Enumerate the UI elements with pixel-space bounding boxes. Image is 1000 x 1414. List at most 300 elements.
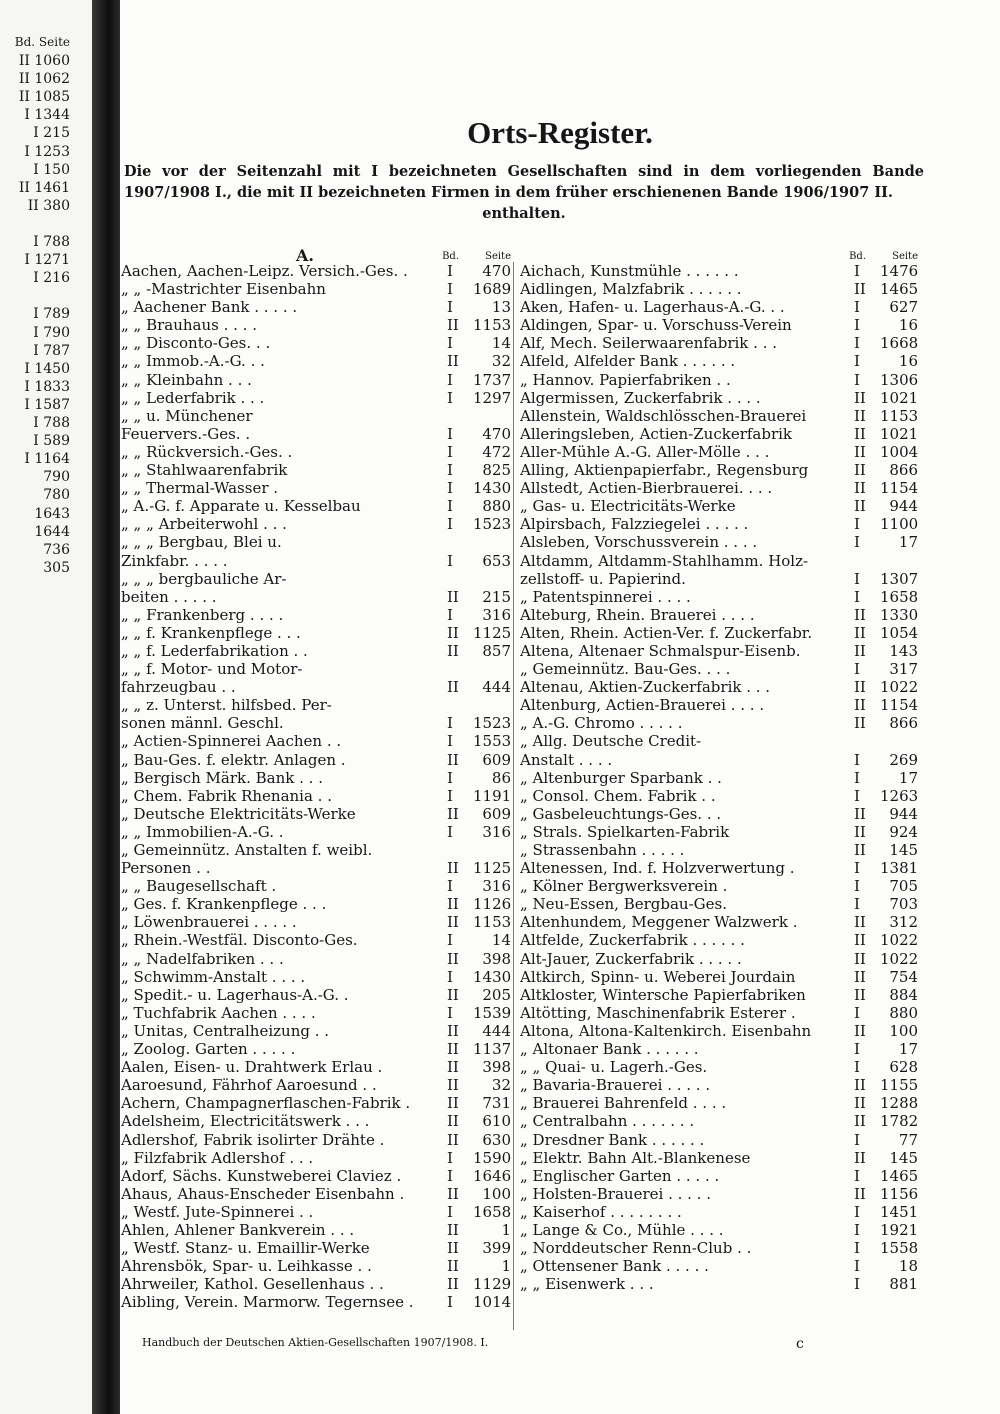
entry-volume: II (854, 967, 866, 986)
entry-page: 316 (482, 822, 511, 841)
entry-page: 100 (482, 1184, 511, 1203)
entry-page: 17 (898, 768, 918, 787)
entry-page: 1021 (880, 424, 919, 443)
entry-page: 1523 (473, 515, 512, 534)
index-entry (520, 389, 918, 407)
entry-name: Altenburg, Actien-Brauerei . . . . (520, 696, 765, 715)
entry-name: „ Schwimm-Anstalt . . . . (121, 967, 306, 986)
entry-volume: II (854, 280, 866, 299)
entry-page: 866 (889, 714, 918, 733)
entry-page: 1191 (473, 786, 512, 805)
entry-name: „ Allg. Deutsche Credit- (520, 732, 702, 751)
entry-page: 1126 (473, 895, 512, 914)
index-entry (520, 606, 918, 624)
index-entry (520, 515, 918, 533)
index-entry (121, 642, 511, 660)
entry-volume: I (854, 660, 860, 679)
entry-name: Altkirch, Spinn- u. Weberei Jourdain (520, 967, 796, 986)
previous-page-line: I 1833 (24, 378, 70, 395)
entry-page: 609 (482, 804, 511, 823)
previous-page-line: II 1461 (18, 179, 70, 196)
entry-name: Ahaus, Ahaus-Enscheder Eisenbahn . (121, 1184, 405, 1203)
previous-page-line (2, 287, 70, 305)
index-entry (520, 769, 918, 787)
entry-page: 13 (491, 298, 511, 317)
index-entry (520, 570, 918, 588)
entry-name: Algermissen, Zuckerfabrik . . . . (520, 388, 761, 407)
index-entry (121, 732, 511, 750)
index-entry (121, 895, 511, 913)
index-entry (121, 986, 511, 1004)
entry-page: 1021 (880, 388, 919, 407)
entry-page: 1646 (473, 1166, 512, 1185)
index-entry (520, 316, 918, 334)
entry-page: 1689 (473, 280, 512, 299)
index-entry (520, 1058, 918, 1076)
entry-name: „ „ f. Motor- und Motor- (121, 660, 303, 679)
index-entry (121, 515, 511, 533)
index-entry (520, 1257, 918, 1275)
index-entry (520, 696, 918, 714)
entry-name: Altötting, Maschinenfabrik Esterer . (520, 1003, 796, 1022)
index-entry (121, 443, 511, 461)
entry-volume: I (447, 714, 453, 733)
entry-page: 1465 (880, 1166, 919, 1185)
index-entry (121, 1293, 511, 1311)
index-entry (520, 1221, 918, 1239)
column-header (121, 246, 511, 265)
entry-name: Aaroesund, Fährhof Aaroesund . . (121, 1076, 377, 1095)
previous-page-line: I 215 (33, 125, 70, 142)
entry-volume: II (447, 316, 459, 335)
index-entry (121, 570, 511, 588)
index-entry (520, 732, 918, 750)
entry-page: 399 (482, 1239, 511, 1258)
entry-volume: II (854, 841, 866, 859)
entry-volume: I (447, 515, 453, 534)
entry-name: „ „ Kleinbahn . . . (121, 370, 252, 389)
index-entry (520, 678, 918, 696)
index-entry (121, 425, 511, 443)
index-entry (121, 1149, 511, 1167)
entry-page: 653 (482, 551, 511, 570)
entry-page: 627 (889, 298, 918, 317)
entry-page: 1476 (880, 262, 919, 280)
index-entry (520, 624, 918, 642)
entry-volume: I (854, 316, 860, 335)
entry-name: „ „ z. Unterst. hilfsbed. Per- (121, 696, 332, 715)
entry-volume: I (854, 262, 860, 280)
index-entry (520, 1275, 918, 1293)
entry-name: „ Spedit.- u. Lagerhaus-A.-G. . (121, 985, 349, 1004)
entry-name: Alf, Mech. Seilerwaarenfabrik . . . (520, 334, 778, 353)
entry-volume: II (447, 1076, 459, 1095)
entry-page: 881 (889, 1275, 918, 1294)
entry-name: zellstoff- u. Papierind. (520, 569, 686, 588)
index-entry (121, 787, 511, 805)
entry-name: Aachen, Aachen-Leipz. Versich.-Ges. . (121, 262, 408, 280)
entry-name: „ Gas- u. Electricitäts-Werke (520, 497, 736, 516)
index-entry (121, 1076, 511, 1094)
entry-name: „ „ Rückversich.-Ges. . (121, 442, 293, 461)
entry-name: Adelsheim, Electricitätswerk . . . (121, 1112, 370, 1131)
entry-name: „ „ Eisenwerk . . . (520, 1275, 654, 1294)
entry-volume: I (447, 370, 453, 389)
index-column-right (520, 246, 918, 1293)
entry-volume: I (447, 877, 453, 896)
entry-page: 630 (482, 1130, 511, 1149)
entry-volume: II (854, 442, 866, 461)
index-entry (520, 931, 918, 949)
entry-name: „ Actien-Spinnerei Aachen . . (121, 732, 342, 751)
index-entry (121, 1004, 511, 1022)
index-entry (520, 280, 918, 298)
entry-volume: II (854, 1112, 866, 1131)
entry-page: 1658 (473, 1202, 512, 1221)
entry-page: 1307 (880, 569, 919, 588)
previous-page-line: 736 (43, 541, 70, 558)
index-entry (520, 552, 918, 570)
index-entry (121, 823, 511, 841)
entry-volume: II (447, 1130, 459, 1149)
entry-page: 1330 (880, 605, 919, 624)
index-entry (520, 371, 918, 389)
index-rows-right (520, 262, 918, 1293)
entry-name: „ Norddeutscher Renn-Club . . (520, 1239, 752, 1258)
entry-volume: II (854, 406, 866, 425)
entry-volume: II (854, 714, 866, 733)
previous-page-line: 790 (43, 469, 70, 486)
entry-volume: II (447, 623, 459, 642)
entry-page: 1590 (473, 1148, 512, 1167)
entry-volume: II (854, 931, 866, 950)
entry-volume: I (447, 1148, 453, 1167)
index-entry (520, 642, 918, 660)
entry-volume: II (854, 913, 866, 932)
index-entry (520, 913, 918, 931)
entry-volume: I (854, 569, 860, 588)
entry-volume: I (854, 1003, 860, 1022)
index-entry (121, 805, 511, 823)
entry-page: 14 (491, 931, 511, 950)
entry-name: Altena, Altenaer Schmalspur-Eisenb. (520, 641, 801, 660)
entry-volume: II (447, 1040, 459, 1059)
previous-page-line: I 788 (33, 415, 70, 431)
index-entry (121, 1094, 511, 1112)
entry-volume: I (447, 605, 453, 624)
entry-page: 1658 (880, 587, 919, 606)
entry-page: 32 (491, 1076, 511, 1095)
previous-page-line: I 150 (33, 161, 70, 178)
entry-page: 1539 (473, 1003, 512, 1022)
index-entry (520, 1131, 918, 1149)
entry-volume: I (854, 1058, 860, 1077)
entry-volume: II (854, 696, 866, 715)
entry-page: 145 (889, 841, 918, 859)
entry-page: 1154 (880, 479, 919, 498)
index-entry (121, 352, 511, 370)
entry-volume: I (447, 786, 453, 805)
entry-name: Aichach, Kunstmühle . . . . . . (520, 262, 739, 280)
entry-page: 16 (898, 316, 918, 335)
index-entry (121, 877, 511, 895)
index-entry (520, 479, 918, 497)
entry-name: Alling, Aktienpapierfabr., Regensburg (520, 461, 809, 480)
index-entry (121, 389, 511, 407)
previous-page-header: Bd. Seite (14, 35, 70, 49)
previous-page-line: I 1450 (24, 360, 70, 377)
entry-name: „ „ u. Münchener (121, 406, 253, 425)
index-entry (121, 678, 511, 696)
index-entry (121, 1221, 511, 1239)
entry-name: Anstalt . . . . (520, 750, 613, 769)
entry-volume: II (447, 1184, 459, 1203)
entry-name: „ „ f. Krankenpflege . . . (121, 623, 301, 642)
entry-name: „ Filzfabrik Adlershof . . . (121, 1148, 314, 1167)
entry-page: 1782 (880, 1112, 919, 1131)
entry-name: „ Consol. Chem. Fabrik . . (520, 786, 716, 805)
entry-name: Altfelde, Zuckerfabrik . . . . . . (520, 931, 745, 950)
index-entry (121, 1058, 511, 1076)
index-entry (520, 823, 918, 841)
index-entry (121, 1239, 511, 1257)
entry-page: 1155 (880, 1076, 919, 1095)
index-entry (520, 334, 918, 352)
entry-name: Alt-Jauer, Zuckerfabrik . . . . . (520, 949, 742, 968)
index-entry (121, 588, 511, 606)
entry-volume: I (447, 1003, 453, 1022)
entry-name: „ „ -Mastrichter Eisenbahn (121, 280, 326, 299)
entry-volume: I (447, 551, 453, 570)
entry-volume: I (854, 1275, 860, 1294)
entry-page: 1553 (473, 732, 512, 751)
entry-page: 1523 (473, 714, 512, 733)
previous-page-line: II 380 (27, 197, 70, 214)
entry-page: 444 (482, 1021, 511, 1040)
index-entry (121, 1185, 511, 1203)
entry-name: „ Westf. Jute-Spinnerei . . (121, 1202, 314, 1221)
entry-page: 398 (482, 1058, 511, 1077)
entry-volume: I (447, 442, 453, 461)
index-entry (520, 986, 918, 1004)
previous-page-margin (0, 0, 92, 1414)
entry-volume: I (854, 298, 860, 317)
entry-volume: I (854, 515, 860, 534)
entry-name: „ Chem. Fabrik Rhenania . . (121, 786, 332, 805)
entry-volume: II (854, 497, 866, 516)
entry-volume: II (854, 424, 866, 443)
entry-volume: II (447, 641, 459, 660)
entry-page: 1004 (880, 442, 919, 461)
entry-volume: I (854, 1130, 860, 1149)
entry-volume: I (447, 388, 453, 407)
entry-page: 1921 (880, 1220, 919, 1239)
entry-volume: II (447, 804, 459, 823)
entry-volume: II (447, 1239, 459, 1258)
entry-page: 1022 (880, 949, 919, 968)
entry-page: 1451 (880, 1202, 919, 1221)
index-entry (520, 1203, 918, 1221)
entry-name: „ „ „ Bergbau, Blei u. (121, 533, 282, 552)
entry-page: 884 (889, 985, 918, 1004)
index-entry (121, 751, 511, 769)
entry-volume: II (854, 605, 866, 624)
entry-name: „ Patentspinnerei . . . . (520, 587, 691, 606)
entry-name: „ Bavaria-Brauerei . . . . . (520, 1076, 711, 1095)
index-entry (121, 1040, 511, 1058)
index-entry (520, 497, 918, 515)
entry-name: Aibling, Verein. Marmorw. Tegernsee . (121, 1293, 414, 1312)
entry-name: „ Neu-Essen, Bergbau-Ges. (520, 895, 727, 914)
index-entry (520, 787, 918, 805)
entry-name: „ „ Immobilien-A.-G. . (121, 822, 284, 841)
entry-volume: I (854, 895, 860, 914)
entry-volume: II (447, 1021, 459, 1040)
entry-page: 1465 (880, 280, 919, 299)
entry-name: „ „ „ Arbeiterwohl . . . (121, 515, 287, 534)
entry-page: 205 (482, 985, 511, 1004)
index-entry (121, 334, 511, 352)
entry-page: 1430 (473, 967, 512, 986)
entry-page: 470 (482, 424, 511, 443)
entry-page: 880 (889, 1003, 918, 1022)
index-entry (121, 407, 511, 425)
entry-volume: II (854, 1094, 866, 1113)
entry-volume: II (447, 913, 459, 932)
entry-page: 398 (482, 949, 511, 968)
index-entry (520, 751, 918, 769)
entry-name: Alpirsbach, Falzziegelei . . . . . (520, 515, 749, 534)
index-entry (520, 1239, 918, 1257)
entry-volume: I (447, 1166, 453, 1185)
entry-volume: I (854, 1166, 860, 1185)
entry-name: „ Rhein.-Westfäl. Disconto-Ges. (121, 931, 358, 950)
index-entry (121, 1167, 511, 1185)
previous-page-line: I 1253 (24, 143, 70, 160)
entry-page: 610 (482, 1112, 511, 1131)
entry-name: „ „ f. Lederfabrikation . . (121, 641, 308, 660)
previous-page-line: 305 (43, 559, 70, 576)
entry-page: 17 (898, 1040, 918, 1059)
page-header: Seite (892, 251, 918, 262)
index-entry (121, 1257, 511, 1275)
entry-page: 1014 (473, 1293, 512, 1312)
entry-page: 18 (898, 1257, 918, 1276)
entry-page: 14 (491, 334, 511, 353)
index-column-left (121, 246, 511, 1311)
entry-name: „ Löwenbrauerei . . . . . (121, 913, 297, 932)
index-entry (121, 859, 511, 877)
entry-page: 1129 (473, 1275, 512, 1294)
intro-tail: enthalten. (482, 205, 566, 222)
entry-volume: I (447, 931, 453, 950)
entry-page: 1156 (880, 1184, 919, 1203)
page-title: Orts-Register. (467, 115, 653, 150)
index-entry (121, 461, 511, 479)
index-entry (121, 931, 511, 949)
index-entry (520, 660, 918, 678)
entry-volume: II (854, 388, 866, 407)
entry-volume: II (854, 1021, 866, 1040)
entry-volume: I (854, 786, 860, 805)
entry-page: 1100 (880, 515, 919, 534)
entry-volume: II (447, 587, 459, 606)
entry-name: Allstedt, Actien-Bierbrauerei. . . . (520, 479, 773, 498)
previous-page-line: I 1344 (24, 107, 70, 124)
index-entry (520, 298, 918, 316)
entry-volume: II (447, 1094, 459, 1113)
entry-volume: II (854, 985, 866, 1004)
index-entry (121, 841, 511, 859)
entry-volume: II (447, 352, 459, 371)
entry-volume: I (854, 768, 860, 787)
index-entry (121, 968, 511, 986)
entry-name: Alleringsleben, Actien-Zuckerfabrik (520, 424, 793, 443)
index-entry (121, 696, 511, 714)
entry-name: Alfeld, Alfelder Bank . . . . . . (520, 352, 736, 371)
page-footer: Handbuch der Deutschen Aktien-Gesellschaften 1907/1908. I. (142, 1336, 489, 1349)
entry-volume: I (447, 768, 453, 787)
entry-name: „ Bergisch Märk. Bank . . . (121, 768, 323, 787)
entry-page: 86 (491, 768, 511, 787)
index-entry (121, 280, 511, 298)
index-entry (121, 606, 511, 624)
index-entry (520, 841, 918, 859)
entry-volume: II (854, 949, 866, 968)
entry-page: 703 (889, 895, 918, 914)
previous-page-line: I 790 (33, 324, 70, 341)
entry-name: Altkloster, Wintersche Papierfabriken (520, 985, 806, 1004)
index-entry (520, 1167, 918, 1185)
entry-volume: II (447, 750, 459, 769)
entry-page: 1125 (473, 623, 512, 642)
entry-name: Altenessen, Ind. f. Holzverwertung . (520, 859, 795, 878)
entry-name: Adorf, Sächs. Kunstweberei Claviez . (121, 1166, 402, 1185)
entry-volume: I (447, 334, 453, 353)
index-entry (520, 425, 918, 443)
entry-page: 1054 (880, 623, 919, 642)
index-entry (520, 1076, 918, 1094)
previous-page-line: 1643 (34, 505, 70, 522)
entry-page: 1306 (880, 370, 919, 389)
entry-volume: I (447, 1202, 453, 1221)
entry-name: „ Deutsche Elektricitäts-Werke (121, 804, 356, 823)
entry-page: 1153 (880, 406, 919, 425)
index-entry (520, 407, 918, 425)
entry-name: „ „ Frankenberg . . . . (121, 605, 284, 624)
entry-volume: I (854, 587, 860, 606)
entry-page: 77 (898, 1130, 918, 1149)
entry-name: Feuervers.-Ges. . (121, 424, 251, 443)
index-entry (121, 1131, 511, 1149)
previous-page-line: 780 (43, 487, 70, 504)
entry-page: 1 (501, 1257, 511, 1276)
index-entry (121, 262, 511, 280)
index-entry (520, 805, 918, 823)
entry-volume: I (447, 822, 453, 841)
entry-page: 215 (482, 587, 511, 606)
previous-page-line: I 787 (33, 342, 70, 359)
index-entry (121, 769, 511, 787)
entry-name: Aidlingen, Malzfabrik . . . . . . (520, 280, 742, 299)
entry-page: 444 (482, 678, 511, 697)
index-rows-left (121, 262, 511, 1311)
entry-name: Aalen, Eisen- u. Drahtwerk Erlau . (121, 1058, 383, 1077)
entry-name: Achern, Champagnerflaschen-Fabrik . (121, 1094, 411, 1113)
entry-page: 312 (889, 913, 918, 932)
previous-page-line: I 789 (33, 306, 70, 323)
page-header: Seite (485, 251, 511, 262)
